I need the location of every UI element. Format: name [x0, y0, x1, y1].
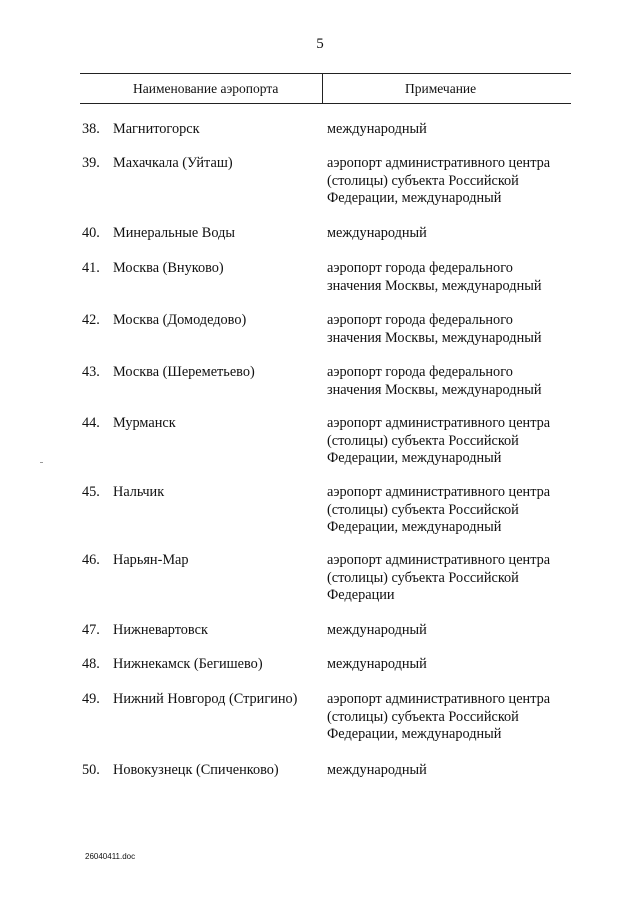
airport-name: Нальчик — [113, 484, 165, 500]
row-number: 45. — [82, 484, 100, 500]
page-number: 5 — [316, 36, 324, 52]
airport-note: аэропорт административного центра (столицы) субъекта Российской Федерации, международный — [327, 415, 551, 466]
airport-name: Нижнекамск (Бегишево) — [113, 656, 263, 672]
airport-note: международный — [327, 121, 427, 137]
airport-name: Новокузнецк (Спиченково) — [113, 762, 279, 778]
row-number: 49. — [82, 691, 100, 707]
airport-note: международный — [327, 622, 427, 638]
airport-name: Москва (Шереметьево) — [113, 364, 255, 380]
airport-note: международный — [327, 762, 427, 778]
airport-name: Нижний Новгород (Стригино) — [113, 691, 298, 707]
row-number: 50. — [82, 762, 100, 778]
row-number: 41. — [82, 260, 100, 276]
row-number: 38. — [82, 121, 100, 137]
airport-note: аэропорт административного центра (столицы) субъекта Российской Федерации — [327, 552, 551, 603]
airport-name: Магнитогорск — [113, 121, 200, 137]
row-number: 46. — [82, 552, 100, 568]
row-number: 42. — [82, 312, 100, 328]
header-note: Примечание — [405, 81, 477, 96]
airport-note: аэропорт административного центра (столицы) субъекта Российской Федерации, международный — [327, 155, 551, 206]
row-number: 39. — [82, 155, 100, 171]
airport-note: международный — [327, 225, 427, 241]
row-number: 48. — [82, 656, 100, 672]
airport-note: аэропорт административного центра (столицы) субъекта Российской Федерации, международный — [327, 484, 551, 535]
airport-name: Нижневартовск — [113, 622, 208, 638]
margin-mark — [40, 462, 43, 463]
airport-note: аэропорт города федерального значения Москвы, международный — [327, 312, 542, 346]
airport-name: Нарьян-Мар — [113, 552, 189, 568]
header-airport-name: Наименование аэропорта — [133, 81, 279, 96]
document-footer: 26040411.doc — [85, 852, 136, 861]
row-number: 47. — [82, 622, 100, 638]
airport-note: аэропорт города федерального значения Москвы, международный — [327, 260, 542, 294]
airport-name: Москва (Внуково) — [113, 260, 224, 276]
airport-name: Москва (Домодедово) — [113, 312, 247, 328]
airport-note: аэропорт административного центра (столицы) субъекта Российской Федерации, международный — [327, 691, 551, 742]
airport-name: Мурманск — [113, 415, 176, 431]
row-number: 40. — [82, 225, 100, 241]
airport-name: Махачкала (Уйташ) — [113, 155, 233, 171]
airport-name: Минеральные Воды — [113, 225, 235, 241]
row-number: 44. — [82, 415, 100, 431]
airport-note: аэропорт города федерального значения Москвы, международный — [327, 364, 542, 398]
airport-note: международный — [327, 656, 427, 672]
row-number: 43. — [82, 364, 100, 380]
